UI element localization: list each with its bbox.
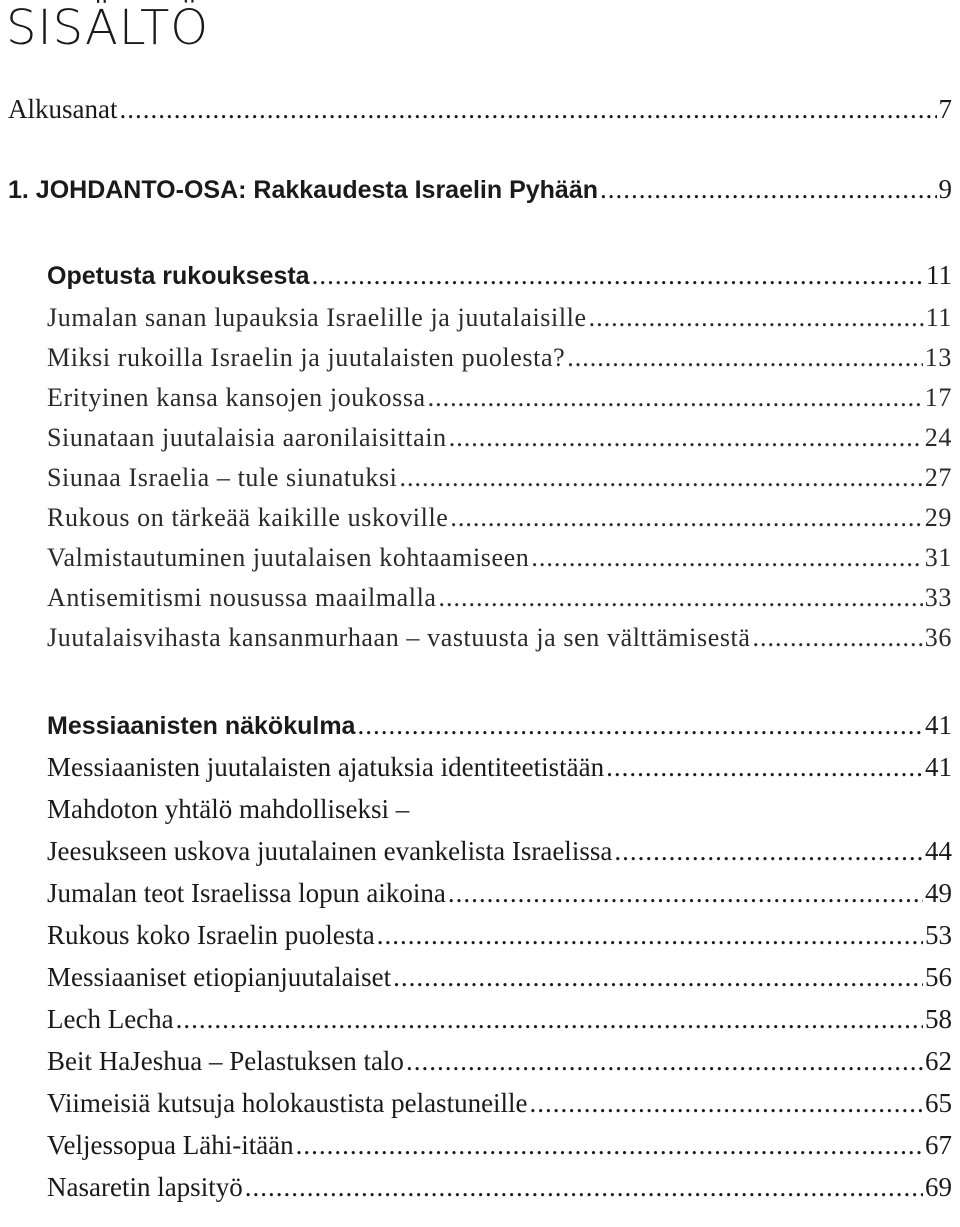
toc-page-number: 69 <box>925 1172 952 1202</box>
toc-entry-label: Juutalaisvihasta kansanmurhaan – vastuusta ja sen välttämisestä <box>47 623 751 652</box>
toc-entry[interactable] <box>47 1170 952 1204</box>
toc-page-number: 62 <box>925 1046 952 1076</box>
toc-entry[interactable] <box>47 341 952 375</box>
toc-entry[interactable] <box>47 918 952 952</box>
toc-entry[interactable] <box>47 461 952 495</box>
toc-entry[interactable] <box>47 876 952 910</box>
toc-entry[interactable] <box>47 834 952 868</box>
toc-entry[interactable] <box>47 1002 952 1036</box>
toc-entry-label: Viimeisiä kutsuja holokaustista pelastuneille <box>47 1088 528 1118</box>
toc-page-number: 41 <box>925 710 952 740</box>
toc-entry[interactable] <box>47 1044 952 1078</box>
dot-leader <box>589 301 924 335</box>
toc-entry-part1[interactable] <box>8 172 952 207</box>
toc-entry-label: Opetusta rukouksesta <box>47 262 310 290</box>
dot-leader <box>614 834 923 868</box>
dot-leader <box>606 750 923 784</box>
toc-entry[interactable] <box>47 960 952 994</box>
toc-entry[interactable] <box>47 621 952 655</box>
toc-entry[interactable] <box>47 501 952 535</box>
dot-leader <box>406 1044 923 1078</box>
toc-entry[interactable] <box>47 301 952 335</box>
dot-leader <box>176 1002 923 1036</box>
toc-section-heading-prayer[interactable] <box>47 258 952 293</box>
toc-entry-label: Jumalan sanan lupauksia Israelille ja juutalaisille <box>47 303 587 332</box>
dot-leader <box>753 621 923 655</box>
dot-leader <box>377 918 923 952</box>
toc-page-number: 9 <box>938 174 952 204</box>
dot-leader <box>428 381 923 415</box>
toc-entry-label: Antisemitismi nousussa maailmalla <box>47 583 437 612</box>
toc-page-number: 27 <box>924 463 952 492</box>
toc-page-number: 49 <box>925 878 952 908</box>
toc-entry-continued[interactable] <box>47 792 409 826</box>
toc-entry[interactable] <box>47 1086 952 1120</box>
dot-leader <box>531 541 922 575</box>
toc-entry-label: Beit HaJeshua – Pelastuksen talo <box>47 1046 404 1076</box>
toc-page-number: 44 <box>925 836 952 866</box>
toc-page-number: 33 <box>924 583 952 612</box>
toc-page-number: 13 <box>924 343 952 372</box>
toc-page-number: 65 <box>925 1088 952 1118</box>
dot-leader <box>119 92 936 126</box>
dot-leader <box>530 1086 923 1120</box>
dot-leader <box>400 461 923 495</box>
toc-entry[interactable] <box>47 1128 952 1162</box>
toc-entry-label: Messiaanisten juutalaisten ajatuksia identiteetistään <box>47 752 605 782</box>
toc-page-number: 7 <box>938 94 952 124</box>
toc-entry-label: Mahdoton yhtälö mahdolliseksi – <box>47 794 410 824</box>
toc-entry-label: Rukous on tärkeää kaikille uskoville <box>47 503 449 532</box>
dot-leader <box>450 501 922 535</box>
dot-leader <box>245 1170 923 1204</box>
toc-entry-label: Nasaretin lapsityö <box>47 1172 243 1202</box>
toc-entry-label: Siunataan juutalaisia aaronilaisittain <box>47 423 447 452</box>
toc-entry[interactable] <box>47 541 952 575</box>
toc-page-number: 29 <box>924 503 952 532</box>
toc-entry-label: Siunaa Israelia – tule siunatuksi <box>47 463 398 492</box>
toc-entry-label: 1. JOHDANTO-OSA: Rakkaudesta Israelin Pyhään <box>8 176 599 204</box>
toc-page-number: 56 <box>925 962 952 992</box>
dot-leader <box>448 876 923 910</box>
toc-entry[interactable] <box>47 750 952 784</box>
toc-page-number: 41 <box>925 752 952 782</box>
toc-entry-label: Miksi rukoilla Israelin ja juutalaisten puolesta? <box>47 343 566 372</box>
toc-entry[interactable] <box>47 381 952 415</box>
page-title: SISÄLTÖ <box>6 0 210 56</box>
toc-entry-label: Rukous koko Israelin puolesta <box>47 920 375 950</box>
dot-leader <box>567 341 923 375</box>
dot-leader <box>449 421 923 455</box>
toc-entry-label: Valmistautuminen juutalaisen kohtaamiseen <box>47 543 530 572</box>
toc-page-number: 67 <box>925 1130 952 1160</box>
toc-page-number: 31 <box>924 543 952 572</box>
toc-entry-label: Messiaanisten näkökulma <box>47 712 356 740</box>
toc-entry-label: Lech Lecha <box>47 1004 174 1034</box>
toc-page-number: 17 <box>924 383 952 412</box>
dot-leader <box>357 708 923 742</box>
dot-leader <box>296 1128 923 1162</box>
toc-page-number: 36 <box>924 623 952 652</box>
toc-page-number: 24 <box>924 423 952 452</box>
toc-entry-label: Erityinen kansa kansojen joukossa <box>47 383 426 412</box>
toc-entry[interactable] <box>47 581 952 615</box>
dot-leader <box>312 258 924 292</box>
toc-entry[interactable] <box>47 421 952 455</box>
toc-page-number: 58 <box>925 1004 952 1034</box>
toc-page-number: 53 <box>925 920 952 950</box>
toc-entry-preface[interactable] <box>8 92 952 126</box>
toc-entry-label: Messiaaniset etiopianjuutalaiset <box>47 962 392 992</box>
toc-page-number: 11 <box>926 260 952 290</box>
toc-page-number: 11 <box>925 303 952 332</box>
dot-leader <box>600 172 936 206</box>
dot-leader <box>393 960 923 994</box>
dot-leader <box>439 581 923 615</box>
toc-entry-label: Jeesukseen uskova juutalainen evankelista Israelissa <box>47 836 613 866</box>
toc-entry-label: Jumalan teot Israelissa lopun aikoina <box>47 878 446 908</box>
toc-entry-label: Veljessopua Lähi-itään <box>47 1130 294 1160</box>
toc-section-heading-messianic[interactable] <box>47 708 952 743</box>
toc-entry-label: Alkusanat <box>8 94 118 124</box>
